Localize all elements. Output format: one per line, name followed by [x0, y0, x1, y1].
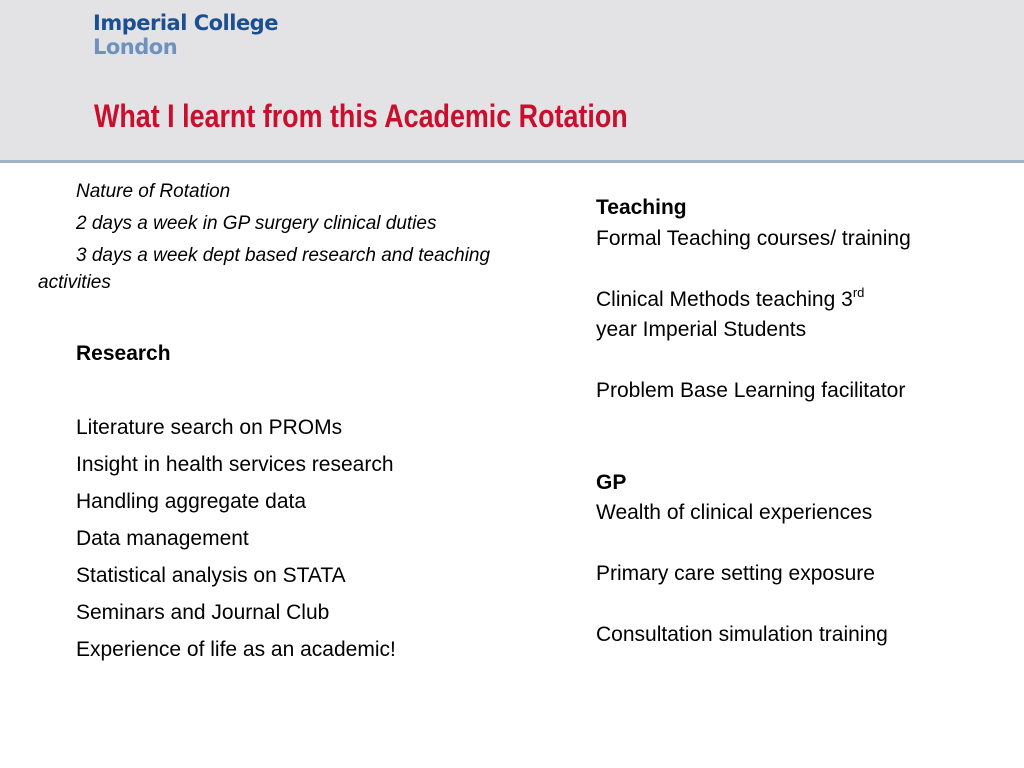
research-item: Seminars and Journal Club	[76, 601, 330, 624]
spacer	[596, 407, 996, 468]
gp-item: Consultation simulation training	[596, 623, 888, 646]
rotation-item	[38, 240, 558, 296]
gp-heading: GP	[596, 470, 627, 494]
teaching-item: Formal Teaching courses/ training	[596, 226, 911, 250]
rotation-section	[38, 176, 558, 296]
spacer	[596, 254, 996, 285]
slide-title: What I learnt from this Academic Rotation	[94, 98, 628, 134]
rotation-item-text: 3 days a week dept based research and teaching activities	[38, 245, 491, 293]
teaching-item: Problem Base Learning facilitator	[596, 379, 906, 402]
spacer	[596, 590, 996, 621]
slide-header	[0, 0, 1024, 163]
research-item: Literature search on PROMs	[76, 416, 343, 439]
research-item: Insight in health services research	[76, 453, 394, 476]
teaching-item-text: Clinical Methods teaching 3	[596, 287, 853, 311]
research-item: Experience of life as an academic!	[76, 638, 396, 661]
research-item: Data management	[76, 527, 249, 550]
ordinal-suffix: rd	[852, 284, 865, 300]
teaching-heading: Teaching	[596, 196, 687, 219]
research-item: Handling aggregate data	[76, 490, 307, 513]
rotation-item: 2 days a week in GP surgery clinical duties	[76, 213, 437, 234]
logo-line-1: Imperial College	[93, 11, 278, 35]
logo-line-2: London	[93, 35, 178, 59]
teaching-item-text: year Imperial Students	[596, 318, 807, 341]
research-list	[76, 409, 396, 668]
spacer	[596, 346, 996, 377]
gp-item: Primary care setting exposure	[596, 562, 875, 585]
spacer	[596, 529, 996, 560]
teaching-item	[596, 285, 996, 346]
rotation-heading: Nature of Rotation	[76, 181, 231, 202]
research-heading: Research	[76, 342, 171, 365]
right-column	[596, 193, 996, 651]
gp-item: Wealth of clinical experiences	[596, 501, 873, 524]
imperial-college-logo	[93, 11, 278, 59]
research-item: Statistical analysis on STATA	[76, 564, 346, 587]
